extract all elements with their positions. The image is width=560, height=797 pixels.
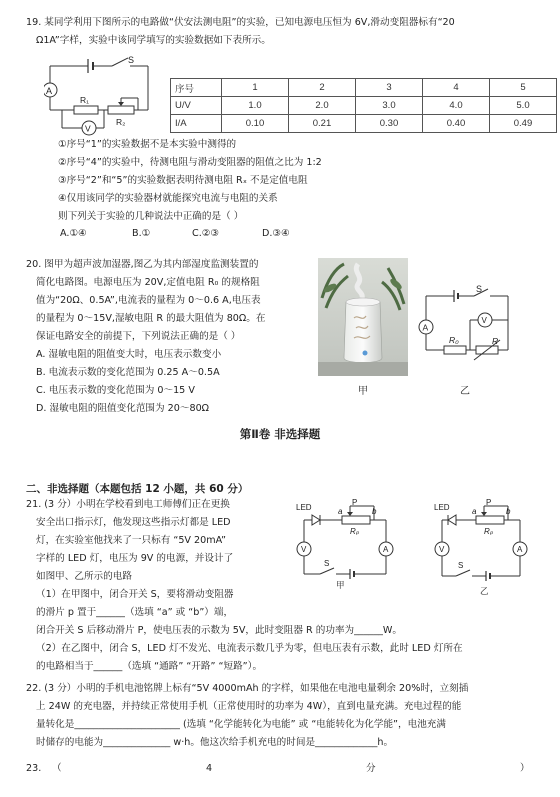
table-cell: 5.0 <box>490 97 557 115</box>
table-cell: 2.0 <box>289 97 356 115</box>
q20-stem-line-5: 保证电路安全的前提下，下列说法正确的是（ ） <box>36 331 241 342</box>
q21-jia-switch-label: S <box>324 559 330 568</box>
table-cell: U/V <box>171 97 222 115</box>
q20-stem-line-4: 的量程为 0～15V,湿敏电阻 R 的最大阻值为 80Ω。在 <box>36 313 266 324</box>
q19-circuit-diagram <box>44 54 154 144</box>
q21-stem-line-5: 如图甲、乙所示的电路 <box>36 571 132 582</box>
q19-voltmeter-label: V <box>85 123 91 134</box>
q19-statement-1: ①序号“1”的实验数据不是本实验中测得的 <box>58 139 237 150</box>
q23-score-unit: 分 <box>366 763 376 774</box>
q20-circuit-diagram <box>414 284 518 374</box>
q21-jia-voltmeter-label: V <box>301 545 307 554</box>
q19-statement-2: ②序号“4”的实验中，待测电阻与滑动变阻器的阻值之比为 1:2 <box>58 157 322 168</box>
table-row <box>171 97 557 115</box>
q19-option-b[interactable]: B.① <box>132 228 151 239</box>
q20-ammeter-label: A <box>422 322 429 333</box>
q21-stem-line-2: 安全出口指示灯，他发现这些指示灯都是 LED <box>36 517 231 528</box>
section2-title: 二、非选择题（本题包括 12 小题，共 60 分） <box>26 483 249 495</box>
q20-option-b[interactable]: B. 电流表示数的变化范围为 0.25 A～0.5A <box>36 367 220 378</box>
table-cell: 1 <box>222 79 289 97</box>
table-cell: 0.49 <box>490 115 557 133</box>
q19-statement-3: ③序号“2”和“5”的实验数据表明待测电阻 Rₓ 不是定值电阻 <box>58 175 308 186</box>
q19-r2-label: R₂ <box>116 117 126 127</box>
q19-statement-4: ④仅用该同学的实验器材就能探究电流与电阻的关系 <box>58 193 278 204</box>
q21-circuit-jia <box>294 498 402 590</box>
q20-figure-yi-label: 乙 <box>460 386 470 397</box>
q21-yi-switch-label: S <box>458 561 464 570</box>
q21-stem-line-3: 灯，在实验室他找来了一只标有 “5V 20mA” <box>36 535 226 546</box>
q21-part1-line-1: （1）在甲图中，闭合开关 S，要将滑动变阻器 <box>36 589 234 600</box>
q23-left-paren: （ <box>52 763 62 774</box>
q22-stem-line-4: 时储存的电能为______________ w·h。他这次给手机充电的时间是_____________h。 <box>36 737 394 748</box>
table-row <box>171 79 557 97</box>
q19-stem-line-2: Ω1A”字样，实验中该同学填写的实验数据如下表所示。 <box>36 35 271 46</box>
q21-yi-p-label: P <box>486 498 492 507</box>
q20-figure-jia-label: 甲 <box>358 386 368 397</box>
q21-yi-led-label: LED <box>434 503 450 512</box>
table-cell: 0.40 <box>423 115 490 133</box>
q20-voltmeter-label: V <box>481 316 487 325</box>
q22-stem-line-1: 22. (3 分）小明的手机电池铭牌上标有“5V 4000mAh 的字样，如果他在电池电量剩余 20%时，立刻插 <box>26 683 469 694</box>
q20-r-label: R <box>492 336 499 346</box>
q20-r0-label: R₀ <box>449 335 459 345</box>
q20-stem-line-2: 简化电路图。电源电压为 20V,定值电阻 R₀ 的规格阻 <box>36 277 260 288</box>
q21-jia-led-label: LED <box>296 503 312 512</box>
q20-option-d[interactable]: D. 湿敏电阻的阻值变化范围为 20～80Ω <box>36 403 210 414</box>
q21-jia-ammeter-label: A <box>383 545 389 554</box>
table-cell: 1.0 <box>222 97 289 115</box>
q21-part2-line-1: （2）在乙图中，闭合 S，LED 灯不发光、电流表示数几乎为零，但电压表有示数，此时 LED 灯所在 <box>36 643 463 654</box>
q21-jia-a-label: a <box>338 507 343 516</box>
q21-yi-voltmeter-label: V <box>439 545 445 554</box>
q20-stem-line-1: 20. 图甲为超声波加湿器,图乙为其内部湿度监测装置的 <box>26 259 259 270</box>
q21-yi-b-label: b <box>506 507 511 516</box>
table-cell: I/A <box>171 115 222 133</box>
q21-circuit-yi <box>428 498 536 598</box>
q21-part1-line-2: 的滑片 p 置于______（选填 “a” 或 “b”）端， <box>36 607 234 618</box>
q19-switch-label: S <box>128 55 135 65</box>
table-cell: 5 <box>490 79 557 97</box>
q19-option-c[interactable]: C.②③ <box>192 228 219 239</box>
table-cell: 3.0 <box>356 97 423 115</box>
table-cell: 4.0 <box>423 97 490 115</box>
q19-option-a[interactable]: A.①④ <box>60 228 87 239</box>
q20-option-c[interactable]: C. 电压表示数的变化范围为 0～15 V <box>36 385 195 396</box>
table-cell: 3 <box>356 79 423 97</box>
q20-option-a[interactable]: A. 湿敏电阻的阻值变大时，电压表示数变小 <box>36 349 222 360</box>
q21-yi-rp-label: Rₚ <box>484 527 494 536</box>
table-cell: 4 <box>423 79 490 97</box>
q21-jia-caption: 甲 <box>336 580 345 590</box>
q22-stem-line-3: 量转化是______________________ (选填 “化学能转化为电能” 或 “电能转化为化学能”，电池充满 <box>36 719 446 730</box>
table-row <box>171 115 557 133</box>
table-cell: 0.21 <box>289 115 356 133</box>
q21-yi-a-label: a <box>472 507 477 516</box>
q19-question: 则下列关于实验的几种说法中正确的是（ ） <box>58 211 244 222</box>
q19-data-table <box>170 78 557 133</box>
q21-part1-line-3: 闭合开关 S 后移动滑片 P，使电压表的示数为 5V，此时变阻器 R 的功率为______W。 <box>36 625 402 636</box>
q21-jia-b-label: b <box>372 507 377 516</box>
q21-yi-caption: 乙 <box>480 586 489 596</box>
q20-switch-label: S <box>476 284 483 294</box>
q19-option-d[interactable]: D.③④ <box>262 228 290 239</box>
q23-score: 4 <box>206 763 213 774</box>
q21-jia-rp-label: Rₚ <box>350 527 360 536</box>
q23-number: 23. <box>26 763 42 774</box>
table-cell: 序号 <box>171 79 222 97</box>
humidifier-photo <box>318 258 408 376</box>
q22-stem-line-2: 上 24W 的充电器，并持续正常使用手机（正常使用时的功率为 4W），直到电量充满。充电过程的能 <box>36 701 462 712</box>
q19-ammeter-label: A <box>46 86 53 96</box>
q20-stem-line-3: 值为“20Ω、0.5A”,电流表的量程为 0～0.6 A,电压表 <box>36 295 261 306</box>
q21-stem-line-1: 21. (3 分）小明在学校看到电工师傅们正在更换 <box>26 499 230 510</box>
q19-r1-label: R₁ <box>80 95 90 105</box>
part2-title: 第Ⅱ卷 非选择题 <box>239 427 321 441</box>
q21-stem-line-4: 字样的 LED 灯，电压为 9V 的电源，并设计了 <box>36 553 234 564</box>
q21-part2-line-2: 的电路相当于______（选填 “通路” “开路” “短路”）。 <box>36 661 263 672</box>
q21-jia-p-label: P <box>352 498 358 507</box>
table-cell: 0.10 <box>222 115 289 133</box>
q19-stem-line-1: 19. 某同学利用下图所示的电路做“伏安法测电阻”的实验，已知电源电压恒为 6V,滑动变阻器标有“20 <box>26 17 455 28</box>
q21-yi-ammeter-label: A <box>517 545 523 554</box>
q23-right-paren: ） <box>520 763 530 774</box>
table-cell: 0.30 <box>356 115 423 133</box>
table-cell: 2 <box>289 79 356 97</box>
